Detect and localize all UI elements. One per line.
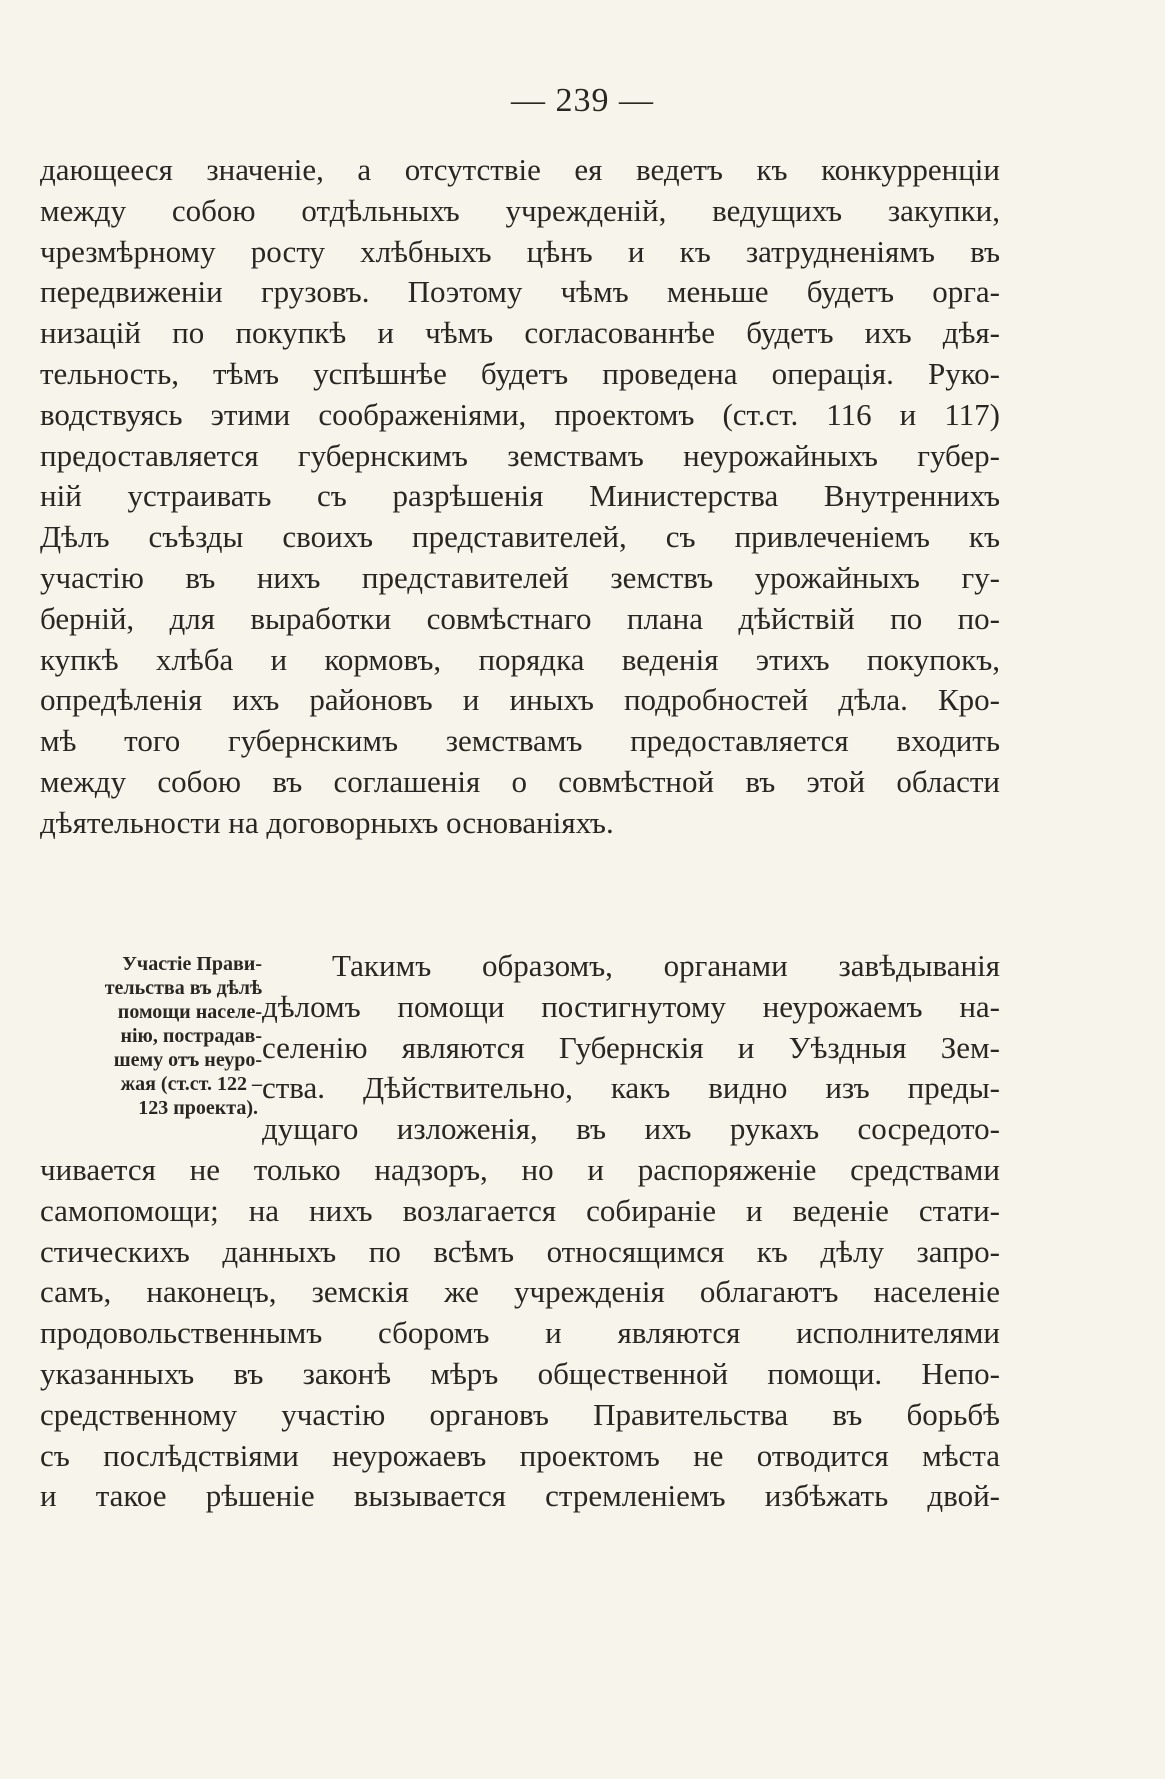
marginal-note-line: тельства въ дѣлѣ [104, 977, 262, 999]
text-line: ній устраивать съ разрѣшенія Министерства Внутреннихъ [40, 478, 1000, 514]
text-line: самъ, наконецъ, земскія же учрежденія облагаютъ населеніе [40, 1274, 1000, 1310]
text-line: берній, для выработки совмѣстнаго плана дѣйствій по по- [40, 600, 1000, 636]
text-line: продовольственнымъ сборомъ и являются исполнителями [40, 1315, 1000, 1351]
text-line: дѣятельности на договорныхъ основаніяхъ. [40, 804, 614, 840]
text-line: опредѣленія ихъ районовъ и иныхъ подробностей дѣла. Кро- [40, 682, 1000, 718]
text-line: съ послѣдствіями неурожаевъ проектомъ не отводится мѣста [40, 1437, 1000, 1473]
paragraph-1 [40, 150, 1000, 844]
text-line: Такимъ образомъ, органами завѣдыванія [332, 948, 1000, 983]
marginal-note-line: жая (ст.ст. 122 – [120, 1073, 262, 1095]
text-line: купкѣ хлѣба и кормовъ, порядка веденія этихъ покупокъ, [40, 641, 1000, 677]
text-line: водствуясь этими соображеніями, проектомъ (ст.ст. 116 и 117) [40, 396, 1000, 432]
text-line: предоставляется губернскимъ земствамъ неурожайныхъ губер- [40, 437, 1000, 473]
text-line: между собою отдѣльныхъ учрежденій, ведущихъ закупки, [40, 192, 1000, 228]
text-line: дающееся значеніе, а отсутствіе ея ведетъ къ конкурренціи [40, 152, 1000, 187]
text-line: между собою въ соглашенія о совмѣстной въ этой области [40, 763, 1000, 799]
text-line: чивается не только надзоръ, но и распоряженіе средствами [40, 1151, 1000, 1187]
marginal-note-line: Участіе Прави- [122, 953, 262, 975]
marginal-note-line: помощи населе- [117, 1001, 262, 1023]
text-line: мѣ того губернскимъ земствамъ предоставляется входить [40, 723, 1000, 759]
page-number: — 239 — [511, 82, 654, 119]
text-line: дущаго изложенія, въ ихъ рукахъ сосредото- [262, 1111, 1000, 1147]
text-line: передвиженіи грузовъ. Поэтому чѣмъ меньше будетъ орга- [40, 274, 1000, 310]
marginal-note-line: 123 проекта). [138, 1097, 258, 1119]
text-line: и такое рѣшеніе вызывается стремленіемъ избѣжать двой- [40, 1478, 1000, 1514]
text-line: ства. Дѣйствительно, какъ видно изъ преды- [262, 1070, 1000, 1106]
marginal-note-line: шему отъ неуро- [113, 1049, 262, 1071]
text-line: дѣломъ помощи постигнутому неурожаемъ на- [262, 988, 1000, 1024]
paragraph-2 [40, 946, 1000, 1517]
text-line: низацій по покупкѣ и чѣмъ согласованнѣе будетъ ихъ дѣя- [40, 315, 1000, 351]
text-line: Дѣлъ съѣзды своихъ представителей, съ привлеченіемъ къ [40, 519, 1000, 555]
text-line: указанныхъ въ законѣ мѣръ общественной помощи. Непо- [40, 1355, 1000, 1391]
text-line: средственному участію органовъ Правительства въ борьбѣ [40, 1396, 1000, 1432]
text-line: тельность, тѣмъ успѣшнѣе будетъ проведена операція. Руко- [40, 355, 1000, 391]
text-line: стическихъ данныхъ по всѣмъ относящимся къ дѣлу запро- [40, 1233, 1000, 1269]
marginal-note-line: нію, пострадав- [120, 1025, 262, 1047]
text-line: участію въ нихъ представителей земствъ урожайныхъ гу- [40, 559, 1000, 595]
text-line: селенію являются Губернскія и Уѣздныя Зем- [262, 1029, 1000, 1065]
text-line: чрезмѣрному росту хлѣбныхъ цѣнъ и къ затрудненіямъ въ [40, 233, 1000, 269]
text-line: самопомощи; на нихъ возлагается собираніе и веденіе стати- [40, 1192, 1000, 1228]
